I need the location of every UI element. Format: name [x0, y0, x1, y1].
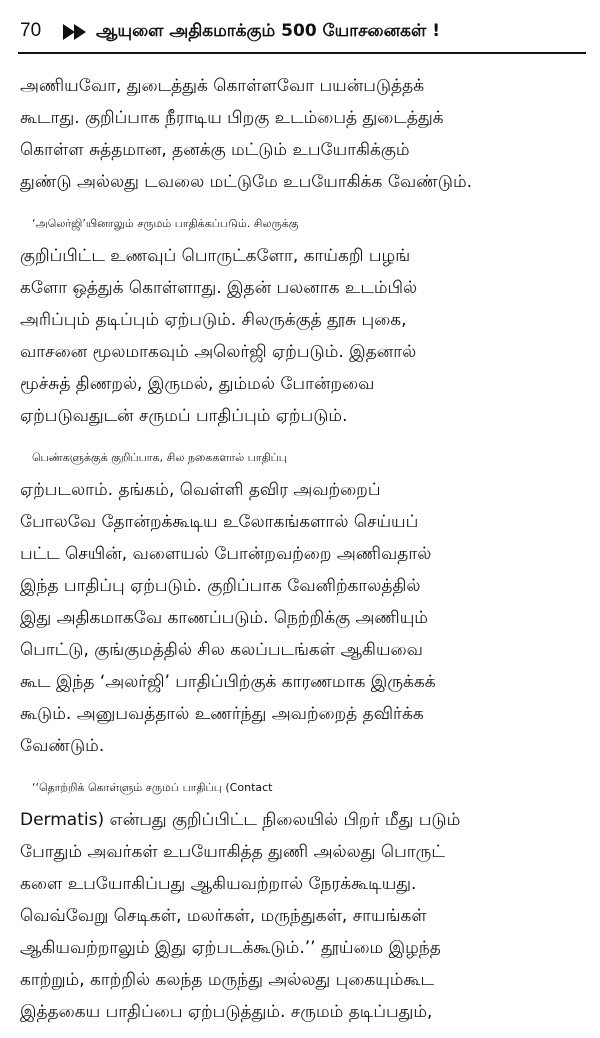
text-line: ஏற்படுவதுடன் சருமப் பாதிப்பும் ஏற்படும்.	[20, 406, 348, 426]
text-line: களோ ஒத்துக் கொள்ளாது. இதன் பலனாக உடம்பில்	[20, 278, 418, 298]
paragraph-4	[20, 772, 588, 1028]
text-line: கொள்ள சுத்தமான, தனக்கு மட்டும் உபயோகிக்கும்	[20, 140, 410, 160]
text-line: பெண்களுக்குக் குறிப்பாக, சில நகைகளால் பாதிப்பு	[32, 451, 287, 464]
text-line: வெவ்வேறு செடிகள், மலர்கள், மருந்துகள், சாயங்கள்	[20, 906, 427, 926]
text-line: ‘அலெர்ஜி’யினாலும் சருமம் பாதிக்கப்படும். சிலருக்கு	[32, 217, 299, 230]
text-line: மூச்சுத் திணறல், இருமல், தும்மல் போன்றவை	[20, 374, 375, 394]
body-text	[20, 70, 588, 1038]
text-line: கூட இந்த ‘அலர்ஜி’ பாதிப்பிற்குக் காரணமாக இருக்கக்	[20, 672, 436, 692]
text-line: அரிப்பும் தடிப்பும் ஏற்படும். சிலருக்குத் தூசு புகை,	[20, 310, 407, 330]
text-line: இது அதிகமாகவே காணப்படும். நெற்றிக்கு அணியும்	[20, 608, 428, 628]
text-line: போதும் அவர்கள் உபயோகித்த துணி அல்லது பொருட்	[20, 842, 445, 862]
text-line: வேண்டும்.	[20, 736, 105, 756]
page-number: 70	[20, 20, 42, 41]
text-line: களை உபயோகிப்பது ஆகியவற்றால் நேரக்கூடியது.	[20, 874, 417, 894]
running-header	[0, 18, 600, 52]
text-line: கூடாது. குறிப்பாக நீராடிய பிறகு உடம்பைத் துடைத்துக்	[20, 108, 444, 128]
text-line: துண்டு அல்லது டவலை மட்டுமே உபயோகிக்க வேண்டும்.	[20, 172, 473, 192]
text-line: காற்றும், காற்றில் கலந்த மருந்து அல்லது புகையும்கூட	[20, 970, 435, 990]
text-line: பொட்டு, குங்குமத்தில் சில கலப்படங்கள் ஆகியவை	[20, 640, 423, 660]
text-line: ஆகியவற்றாலும் இது ஏற்படக்கூடும்.’’ தூய்மை இழந்த	[20, 938, 441, 958]
text-line: போலவே தோன்றக்கூடிய உலோகங்களால் செய்யப்	[20, 512, 419, 532]
paragraph-3	[20, 442, 588, 762]
text-line: வாசனை மூலமாகவும் அலெர்ஜி ஏற்படும். இதனால்	[20, 342, 417, 362]
paragraph-2	[20, 208, 588, 432]
text-line: பட்ட செயின், வளையல் போன்றவற்றை அணிவதால்	[20, 544, 432, 564]
text-line: ஏற்படலாம். தங்கம், வெள்ளி தவிர அவற்றைப்	[20, 480, 381, 500]
running-title: ஆயுளை அதிகமாக்கும் 500 யோசனைகள் !	[96, 21, 440, 41]
text-line: குறிப்பிட்ட உணவுப் பொருட்களோ, காய்கறி பழங்	[20, 246, 411, 266]
text-line: Dermatis) என்பது குறிப்பிட்ட நிலையில் பிறர் மீது படும்	[20, 810, 461, 830]
text-line: ‘‘தொற்றிக் கொள்ளும் சருமப் பாதிப்பு (Contact	[32, 781, 273, 794]
double-arrow-icon	[63, 23, 89, 41]
paragraph-1	[20, 70, 588, 198]
text-line: இந்த பாதிப்பு ஏற்படும். குறிப்பாக வேனிற்காலத்தில்	[20, 576, 421, 596]
text-line: கூடும். அனுபவத்தால் உணர்ந்து அவற்றைத் தவிர்க்க	[20, 704, 424, 724]
text-line: இத்தகைய பாதிப்பை ஏற்படுத்தும். சருமம் தடிப்பதும்,	[20, 1002, 433, 1022]
text-line: அணியவோ, துடைத்துக் கொள்ளவோ பயன்படுத்தக்	[20, 76, 425, 96]
header-rule	[18, 52, 586, 54]
